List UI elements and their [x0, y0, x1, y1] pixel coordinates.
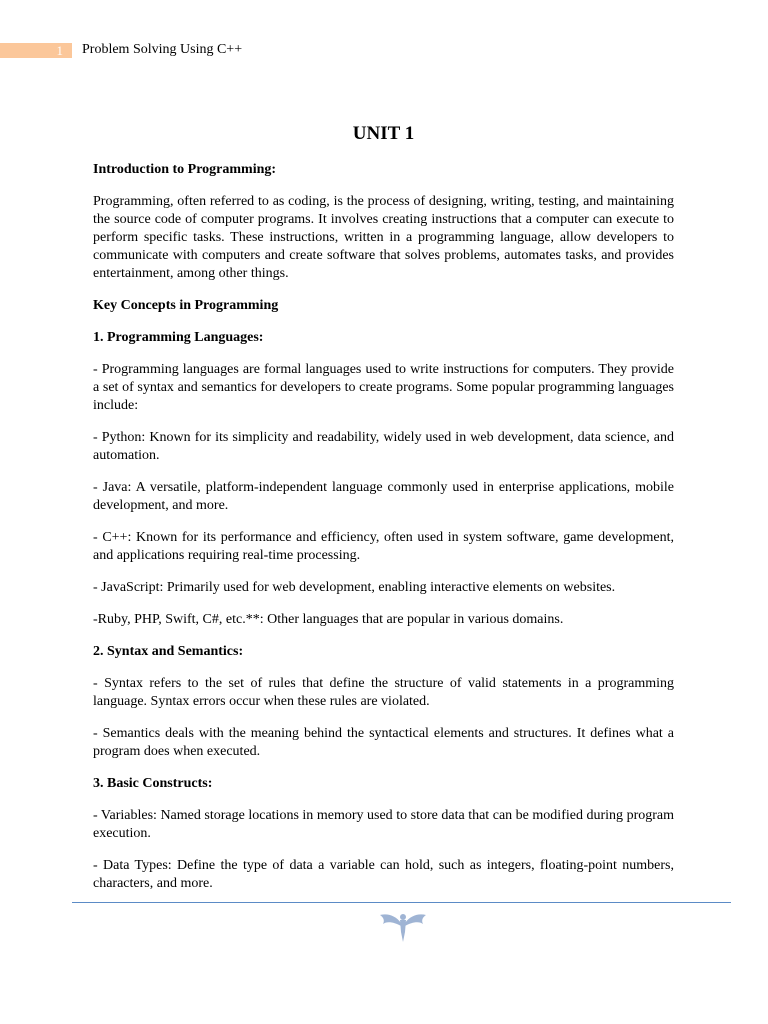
language-item-python: - Python: Known for its simplicity and readability, widely used in web development, data science, and automation.	[93, 430, 674, 463]
page-number-tab: 1	[0, 43, 72, 58]
section-heading-syntax: 2. Syntax and Semantics:	[93, 644, 244, 659]
syntax-paragraph: - Syntax refers to the set of rules that define the structure of valid statements in a programming language. Syntax errors occur when these rules are violated.	[93, 676, 674, 709]
data-types-paragraph: - Data Types: Define the type of data a variable can hold, such as integers, floating-point numbers, characters, and more.	[93, 858, 674, 891]
fleuron-icon	[378, 910, 428, 944]
languages-intro-paragraph: - Programming languages are formal languages used to write instructions for computers. They provide a set of syntax and semantics for developers to create programs. Some popular programming languages include:	[93, 362, 674, 413]
intro-heading: Introduction to Programming:	[93, 162, 277, 177]
section-heading-constructs: 3. Basic Constructs:	[93, 776, 213, 791]
unit-title: UNIT 1	[352, 123, 415, 144]
footer-divider	[72, 902, 731, 903]
language-item-javascript: - JavaScript: Primarily used for web development, enabling interactive elements on websites.	[93, 580, 616, 595]
variables-paragraph: - Variables: Named storage locations in memory used to store data that can be modified during program execution.	[93, 808, 674, 841]
running-header-title: Problem Solving Using C++	[82, 42, 243, 57]
section-heading-languages: 1. Programming Languages:	[93, 330, 264, 345]
key-concepts-heading: Key Concepts in Programming	[93, 298, 279, 313]
document-body	[93, 123, 674, 907]
language-item-java: - Java: A versatile, platform-independent language commonly used in enterprise applications, mobile development, and more.	[93, 480, 674, 513]
intro-paragraph: Programming, often referred to as coding, is the process of designing, writing, testing, and maintaining the source code of computer programs. It involves creating instructions that a computer can execute to perform specific tasks. These instructions, written in a programming language, allow developers to communicate with computers and create software that solves problems, automates tasks, and provides entertainment, among other things.	[93, 194, 674, 281]
semantics-paragraph: - Semantics deals with the meaning behind the syntactical elements and structures. It defines what a program does when executed.	[93, 726, 674, 759]
language-item-cpp: - C++: Known for its performance and efficiency, often used in system software, game development, and applications requiring real-time processing.	[93, 530, 674, 563]
language-item-others: -Ruby, PHP, Swift, C#, etc.**: Other languages that are popular in various domains.	[93, 612, 564, 627]
